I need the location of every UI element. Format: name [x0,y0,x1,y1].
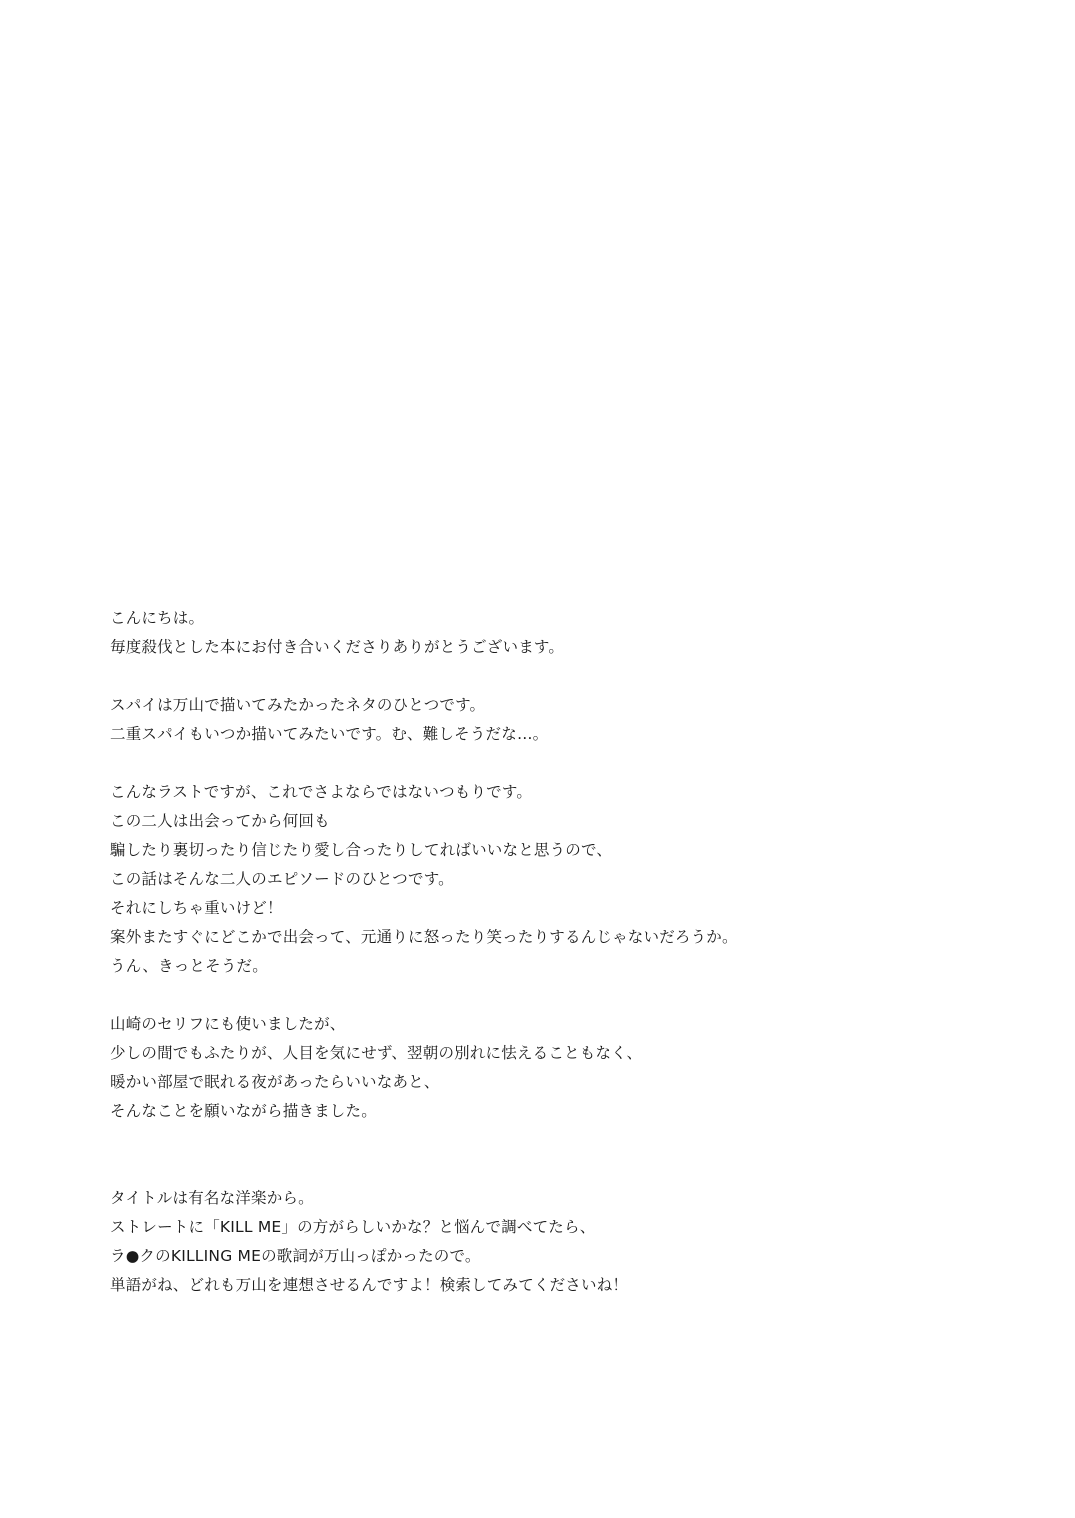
text-line: スパイは万山で描いてみたかったネタのひとつです。 [110,696,486,714]
paragraph-gap [110,749,1010,778]
paragraph-gap [110,1126,1010,1184]
text-line: 二重スパイもいつか描いてみたいです。む、難しそうだな…。 [110,725,549,743]
text-line: 案外またすぐにどこかで出会って、元通りに怒ったり笑ったりするんじゃないだろうか。 [110,928,738,946]
text-line: 暖かい部屋で眠れる夜があったらいいなあと、 [110,1073,440,1091]
text-line: この二人は出会ってから何回も [110,812,330,830]
paragraph-wish [110,1010,1010,1126]
text-line: 山崎のセリフにも使いましたが、 [110,1015,346,1033]
paragraph-spy [110,691,1010,749]
text-line: こんなラストですが、これでさよならではないつもりです。 [110,783,533,801]
paragraph-title [110,1184,1010,1300]
text-line: 毎度殺伐とした本にお付き合いくださりありがとうございます。 [110,638,565,656]
text-line: タイトルは有名な洋楽から。 [110,1189,314,1207]
paragraph-greeting [110,604,1010,662]
afterword-text [110,604,1010,1300]
paragraph-gap [110,662,1010,691]
text-line: こんにちは。 [110,609,205,627]
text-line: 少しの間でもふたりが、人目を気にせず、翌朝の別れに怯えることもなく、 [110,1044,643,1062]
text-line: 単語がね、どれも万山を連想させるんですよ！検索してみてくださいね！ [110,1276,629,1294]
text-line: そんなことを願いながら描きました。 [110,1102,377,1120]
paragraph-gap [110,981,1010,1010]
text-line: この話はそんな二人のエピソードのひとつです。 [110,870,454,888]
text-line: うん、きっとそうだ。 [110,957,268,975]
text-line: ストレートに「KILL ME」の方がらしいかな？と悩んで調べてたら、 [110,1218,596,1236]
paragraph-ending [110,778,1010,981]
text-line: 騙したり裏切ったり信じたり愛し合ったりしてればいいなと思うので、 [110,841,613,859]
text-line: ラ●クのKILLING MEの歌詞が万山っぽかったので。 [110,1247,481,1265]
text-line: それにしちゃ重いけど！ [110,899,283,917]
